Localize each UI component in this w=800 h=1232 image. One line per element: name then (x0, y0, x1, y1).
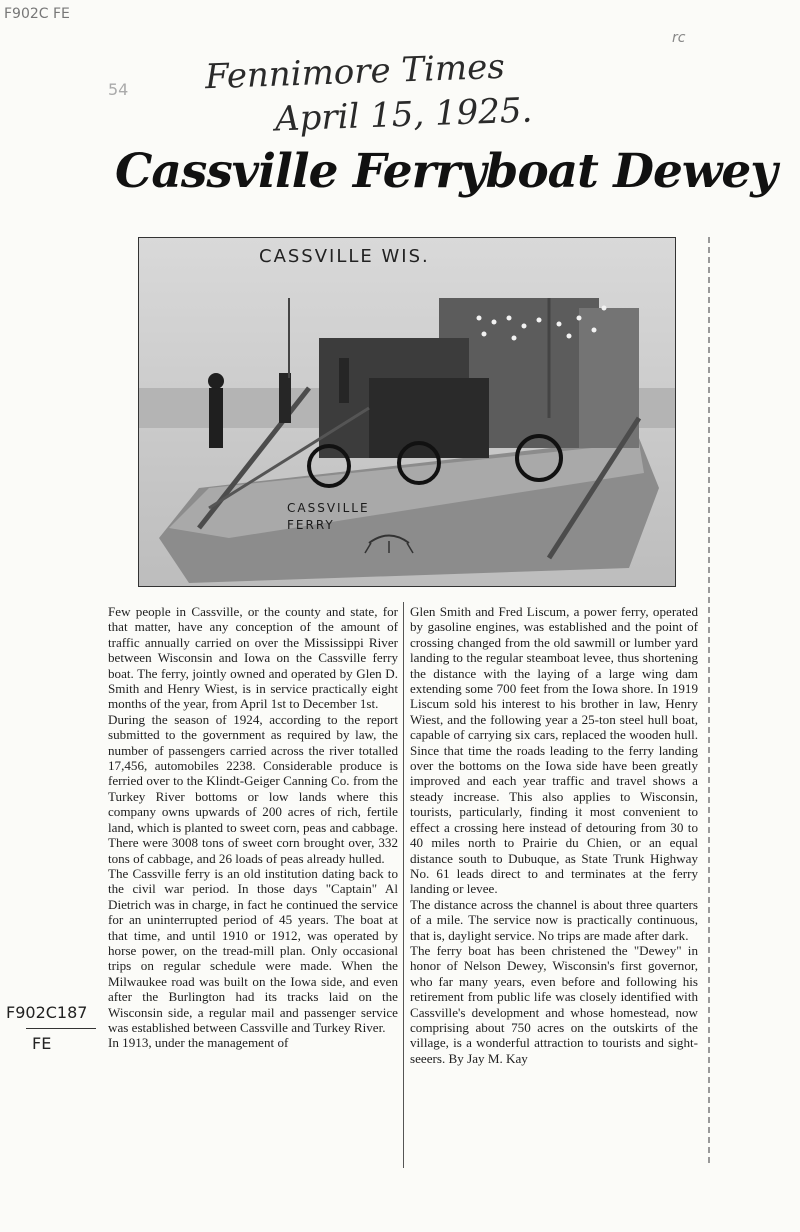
corner-annotation: F902C FE (4, 6, 70, 22)
handwritten-newspaper-name: Fennimore Times (204, 46, 506, 98)
page-number: 54 (108, 80, 129, 99)
margin-rule (26, 1028, 96, 1029)
byline: By Jay M. Kay (448, 1050, 528, 1066)
right-edge-rule (708, 237, 710, 1167)
ferry-photograph (138, 237, 676, 587)
margin-initials: FE (32, 1034, 52, 1053)
corner-annotation-right: rc (672, 30, 686, 46)
article-right-column (410, 604, 698, 1066)
handwritten-date: April 15, 1925. (274, 90, 533, 140)
headline: Cassville Ferryboat Dewey (115, 144, 777, 199)
margin-catalog-code: F902C187 (6, 1003, 88, 1022)
photo-caption-ferry: CASSVILLE FERRY (287, 501, 370, 532)
article-right-text: Glen Smith and Fred Liscum, a power ferry, operated by gasoline engines, was established and the point of crossing changed from the old sawmill or lumber yard landing to the regular steamboat levee, thus shortening the distance with the laying of a large wing dam extending some 700 feet from the Iowa shore. In 1919 Liscum sold his interest to his brother in law, Henry Wiest, and the following year a 25-ton steel hull boat, capable of carrying six cars, replaced the wooden hull. Since that time the roads leading to the ferry landing over the bottoms on the Iowa side have been greatly improved and each year traffic and travel shows a steady increase. This also applies to Wisconsin, tourists, particularly, finding it most convenient to effect a crossing here instead of detouring from 30 to 40 miles north to Prairie du Chien, or an equal distance south to Dubuque, as State Trunk Highway No. 61 leads direct to and terminates at the ferry landing or levee. The distance across the channel is about three quarters of a mile. The service now is practically continuous, that is, daylight service. No trips are made after dark. The ferry boat has been christened the "Dewey" in honor of Nelson Dewey, Wisconsin's first governor, who far many years, even before and following his retirement from public life was closely identified with Cassville's development and whose homestead, now comprising about 750 acres on the outskirts of the village, is a wonderful attraction to tourists and sight-seeers. (410, 604, 698, 1066)
article-left-column: Few people in Cassville, or the county and state, for that matter, have any conception of the amount of traffic annually carried on over the Mississippi River between Wisconsin and Iowa on the Cassville ferry boat. The ferry, jointly owned and operated by Glen D. Smith and Henry Wiest, is in service practically eight months of the year, from April 1st to December 1st. During the season of 1924, according to the report submitted to the government as required by law, the number of passengers carried across the river totalled 17,456, automobiles 2238. Considerable produce is ferried over to the Klindt-Geiger Canning Co. from the Turkey River bottoms or low lands where this company owns upwards of 200 acres of rich, fertile land, which is planted to sweet corn, peas and cabbage. There were 3008 tons of sweet corn brought over, 332 tons of cabbage, and 26 loads of peas already hulled. The Cassville ferry is an old institution dating back to the civil war period. In those days "Captain" Al Dietrich was in charge, in fact he continued the service for an uninterrupted period of 45 years. The boat at that time, and until 1910 or 1912, was operated by horse power, on the tread-mill plan. Only occasional trips on regular schedule were made. When the Milwaukee road was built on the Iowa side, and even after the Burlington had its tracks laid on the Wisconsin side, a regular mail and passenger service was established between Cassville and Turkey River. In 1913, under the management of (108, 604, 398, 1051)
column-divider (403, 602, 404, 1168)
photo-caption-top: CASSVILLE WIS. (259, 246, 430, 267)
